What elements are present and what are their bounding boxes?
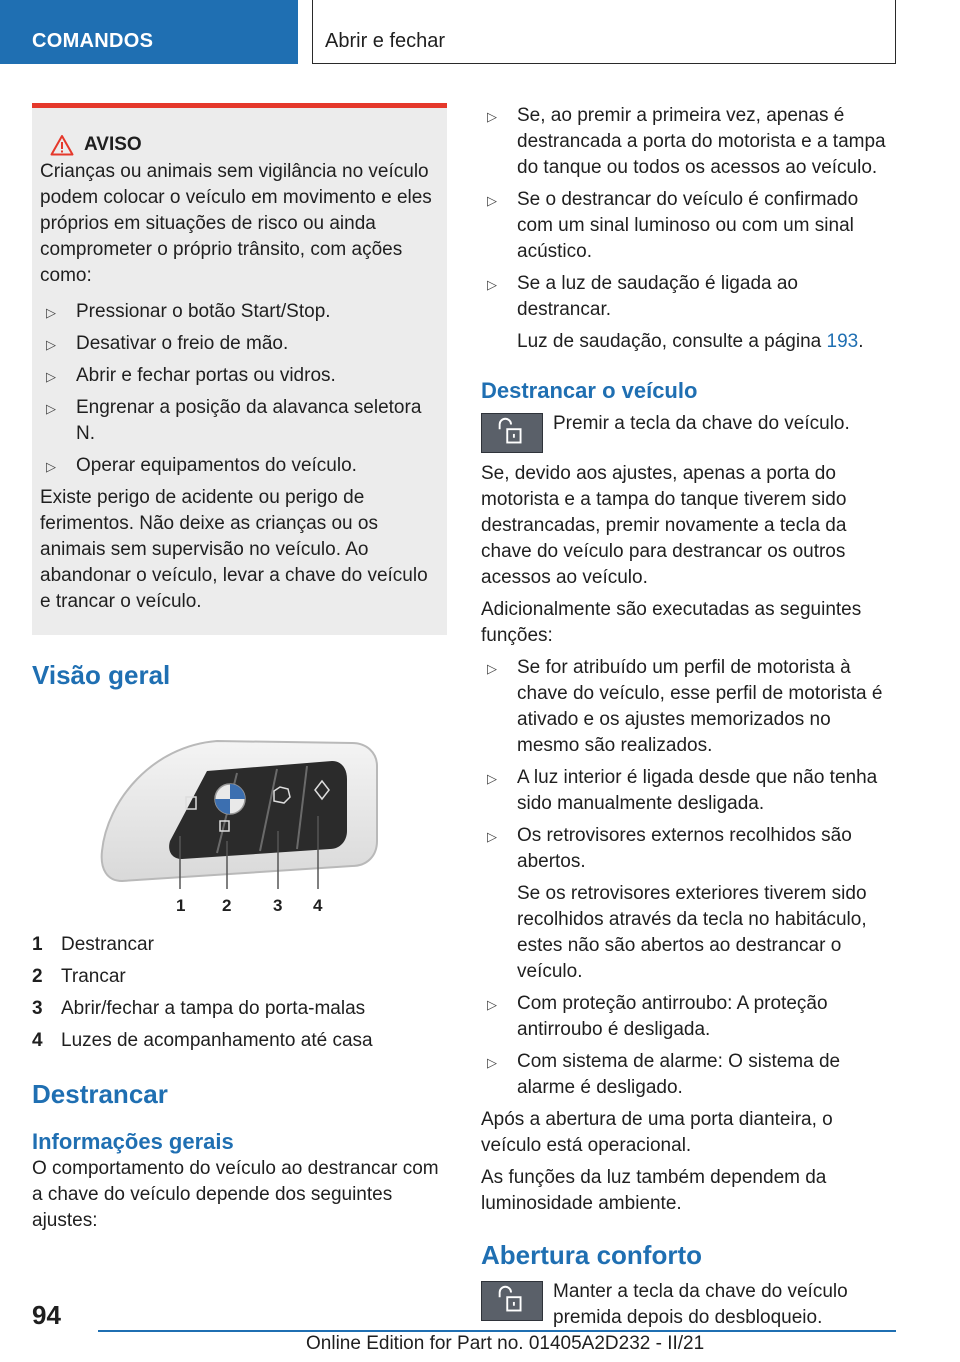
bullet-icon: ▷ <box>46 369 56 384</box>
overview-heading: Visão geral <box>32 660 171 690</box>
list-item: ▷ Abrir e fechar portas ou vidros. <box>40 363 439 389</box>
comfort-text: Manter a tecla da chave do veículo premida depois do desbloqueio. <box>553 1281 848 1328</box>
list-item: ▷ Com sistema de alarme: O sistema de alarme é desligado. <box>487 1051 841 1098</box>
list-item: ▷ Engrenar a posição da alavanca seletora N. <box>46 397 422 444</box>
functions-list <box>481 655 896 875</box>
list-item: ▷ Pressionar o botão Start/Stop. <box>40 299 439 325</box>
unlock-vehicle-heading: Destrancar o veículo <box>481 378 698 403</box>
bullet-icon: ▷ <box>46 337 56 352</box>
section-label: COMANDOS <box>32 30 154 52</box>
bullet-icon: ▷ <box>487 1055 497 1070</box>
page-reference: Luz de saudação, consulte a página 193. <box>517 331 864 352</box>
legend-row: 3 Abrir/fechar a tampa do porta-malas <box>32 998 366 1019</box>
section-tab <box>0 0 298 64</box>
vehicle-paragraph-1: Se, devido aos ajustes, apenas a porta do motorista e a tampa do tanque tiverem sido destrancadas, premir novamente a tecla da chave do veículo para destrancar os outros acessos ao veículo. <box>481 463 847 588</box>
warning-title <box>40 134 439 156</box>
callout-2: 2 <box>222 896 232 915</box>
car-key-illustration <box>32 731 447 921</box>
bullet-icon: ▷ <box>487 997 497 1012</box>
bullet-icon: ▷ <box>487 771 497 786</box>
legend-row: 4 Luzes de acompanhamento até casa <box>32 1030 373 1051</box>
unlock-instruction-text: Premir a tecla da chave do veículo. <box>553 413 850 434</box>
vehicle-paragraph-2: Adicionalmente são executadas as seguintes funções: <box>481 599 862 646</box>
list-item: ▷ Os retrovisores externos recolhidos são abertos. <box>487 825 852 872</box>
page-number: 94 <box>32 1300 61 1330</box>
bullet-icon: ▷ <box>487 277 497 292</box>
unlock-heading: Destrancar <box>32 1079 168 1109</box>
warning-outro: Existe perigo de acidente ou perigo de ferimentos. Não deixe as crianças ou os animais sem supervisão no veículo. Ao abandonar o veículo, levar a chave do veículo e trancar o veículo. <box>40 487 428 612</box>
warning-box <box>32 103 447 635</box>
bullet-icon: ▷ <box>46 459 56 474</box>
list-item: ▷ Se a luz de saudação é ligada ao destrancar. <box>487 273 798 320</box>
list-item: ▷ A luz interior é ligada desde que não tenha sido manualmente desligada. <box>487 767 878 814</box>
general-info-heading: Informações gerais <box>32 1129 234 1154</box>
bullet-icon: ▷ <box>487 193 497 208</box>
list-item: ▷ Se for atribuído um perfil de motorista à chave do veículo, esse perfil de motorista é ativado e os ajustes memorizados no mesmo são realizados. <box>487 657 883 756</box>
bullet-icon: ▷ <box>46 401 56 416</box>
footer-divider <box>98 1330 896 1332</box>
list-item: ▷ Se o destrancar do veículo é confirmado com um sinal luminoso ou com um sinal acústico. <box>487 189 859 262</box>
warning-list <box>40 299 439 479</box>
page-link[interactable]: 193 <box>826 331 859 352</box>
edition-text: Online Edition for Part no. 01405A2D232 - II/21 <box>306 1333 705 1354</box>
general-info-text: O comportamento do veículo ao destrancar com a chave do veículo depende dos seguintes ajustes: <box>32 1158 439 1231</box>
door-paragraph: Após a abertura de uma porta dianteira, o veículo está operacional. <box>481 1109 833 1156</box>
list-item: ▷ Desativar o freio de mão. <box>40 331 439 357</box>
left-column <box>32 103 447 1234</box>
chapter-title-box <box>312 0 896 64</box>
unlock-icon <box>481 413 543 453</box>
right-column <box>481 103 896 1331</box>
comfort-heading: Abertura conforto <box>481 1240 702 1270</box>
unlock-instruction <box>481 411 896 453</box>
key-legend <box>32 932 447 1054</box>
list-item: ▷ Com proteção antirroubo: A proteção antirroubo é desligada. <box>487 993 828 1040</box>
settings-list <box>481 103 896 323</box>
light-paragraph: As funções da luz também dependem da luminosidade ambiente. <box>481 1167 827 1214</box>
legend-row: 2 Trancar <box>32 966 126 987</box>
callout-1: 1 <box>176 896 186 915</box>
list-item: ▷ Operar equipamentos do veículo. <box>40 453 439 479</box>
comfort-instruction <box>481 1279 896 1331</box>
warning-title-text: AVISO <box>84 134 142 155</box>
mirror-note: Se os retrovisores exteriores tiverem sido recolhidos através da tecla no habitáculo, estes não são abertos ao destrancar o veículo. <box>517 883 867 982</box>
unlock-icon <box>481 1281 543 1321</box>
bullet-icon: ▷ <box>487 109 497 124</box>
chapter-title: Abrir e fechar <box>325 30 446 52</box>
functions-list-2 <box>481 991 896 1101</box>
warning-intro: Crianças ou animais sem vigilância no veículo podem colocar o veículo em movimento e eles próprios em situações de risco ou ainda comprometer o próprio trânsito, com ações como: <box>40 161 432 286</box>
warning-icon <box>50 134 74 156</box>
bullet-icon: ▷ <box>487 829 497 844</box>
legend-row: 1 Destrancar <box>32 934 154 955</box>
callout-4: 4 <box>313 896 323 915</box>
callout-3: 3 <box>273 896 283 915</box>
list-item: ▷ Se, ao premir a primeira vez, apenas é destrancada a porta do motorista e a tampa do tanque ou todos os acessos ao veículo. <box>487 105 886 178</box>
bullet-icon: ▷ <box>46 305 56 320</box>
bullet-icon: ▷ <box>487 661 497 676</box>
